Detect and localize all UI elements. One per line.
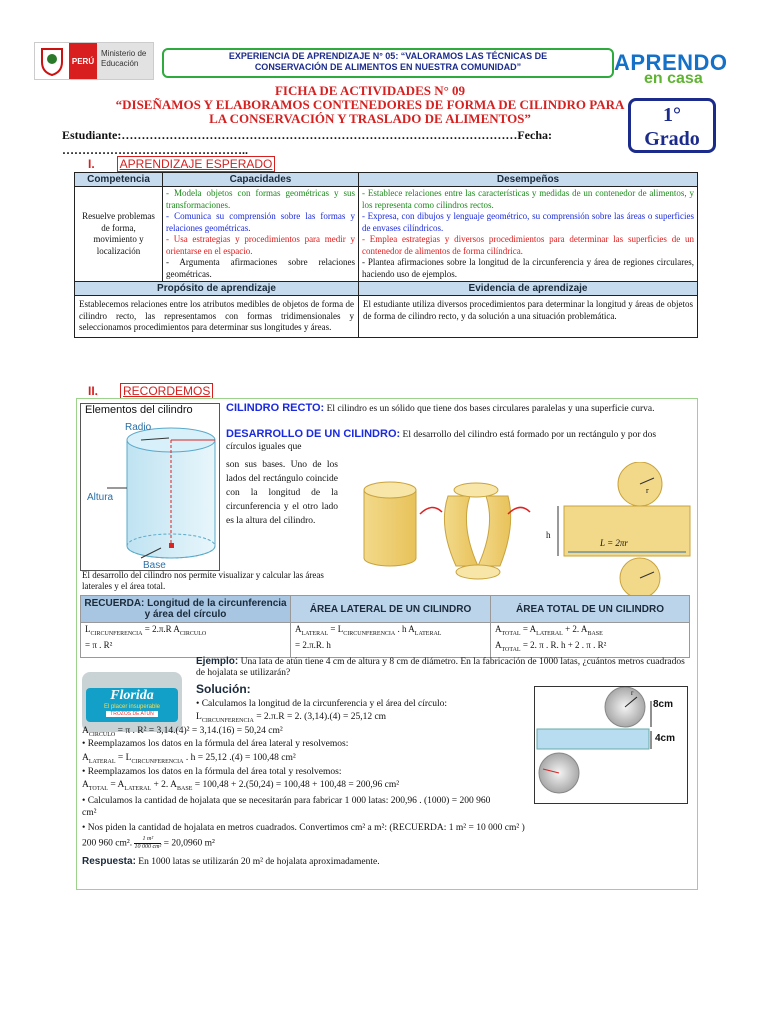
grade-badge: 1° Grado [628,98,716,153]
tuna-can-image: Florida El placer insuperable TROZOS DE ATÚN [82,672,182,732]
formulas-table: RECUERDA: Longitud de la circunferencia y área del círculo ÁREA LATERAL DE UN CILINDRO ÁREA TOTAL DE UN CILINDRO $L_{CIRCUNFERENCIA} = 2.\pi.R$ $A_{CIRCULO}$ = π . R² $A_{LATERAL} = L_{CIRCUNFERENCIA}$ . h $A_{LATERAL}$ = 2.π.R. h $A_{TOTAL} = A_{LATERAL} + 2$. $A_{BASE}$ $A_{TOTAL} = 2$. π . R. h + 2 . π . R² [80,595,690,658]
desarrollo-def: DESARROLLO DE UN CILINDRO: El desarrollo del cilindro está formado por un rectángulo y por dos círculos iguales que [226,428,657,452]
experience-title: EXPERIENCIA DE APRENDIZAJE N° 05: “VALORAMOS LAS TÉCNICAS DE CONSERVACIÓN DE ALIMENTOS EN NUESTRA COMUNIDAD” [162,48,614,78]
conversion: 200 960 cm². $\frac{\text{1 m²}}{\text{10 000 cm²}}$ = 20,0960 m² [82,836,215,850]
cilindro-recto-def: CILINDRO RECTO: El cilindro es un sólido que tiene dos bases circulares paralelas y una superficie curva. [226,402,655,414]
calc-lateral: $A_{LATERAL} = L_{CIRCUNFERENCIA}$ . h = 25,12 .(4) = 100,48 cm² [82,753,296,765]
formula-circle: $L_{CIRCUNFERENCIA} = 2.\pi.R$ $A_{CIRCULO}$ = π . R² [81,623,291,658]
ministry-label: Ministerio de Educación [97,43,153,79]
learning-table: Competencia Capacidades Desempeños Resuelve problemas de forma, movimiento y localización - Modela objetos con formas geométricas y sus transformaciones. - Comunica su comprensión sobre las formas y relaciones geométricas. - Usa estrategias y procedimientos para medir y orientarse en el espacio. - Argumenta afirmaciones sobre relaciones geométricas. - Establece relaciones entre las características y medidas de un contenedor de alimentos, y los representa como cilindros rectos. - Expresa, con dibujos y lenguaje geométrico, su comprensión sobre las áreas o superficies de envases cilíndricos. - Emplea estrategias y diversos procedimientos para determinar las superficies de un contenedor de alimentos de forma cilíndrica. - Plantea afirmaciones sobre la longitud de la circunferencia y área de regiones circulares, haciendo uso de ejemplos. Propósito de aprendizaje Evidencia de aprendizaje Establecemos relaciones entre los atributos medibles de objetos de forma de cilindro recto, las representamos con formas tridimensionales y seleccionamos procedimientos para determinar sus longitudes y áreas. El estudiante utiliza diversos procedimientos para determinar la longitud y áreas de objetos de forma de cilindro recto, y da solución a una situación problemática. [74,172,698,338]
aprendo-en-casa-logo: APRENDO en casa [614,50,728,87]
section-1-title: I. APRENDIZAJE ESPERADO [88,157,275,171]
desarrollo-note: El desarrollo del cilindro nos permite visualizar y calcular las áreas laterales y el área total. [82,570,324,591]
competencia-cell: Resuelve problemas de forma, movimiento y localización [75,187,163,282]
answer: Respuesta: En 1000 latas se utilizarán 20 m² de hojalata aproximadamente. [82,856,380,867]
cylinder-net-figure [358,462,693,596]
student-line: Estudiante:………………………………………………………………………………………Fecha: ……………………………………….. [62,128,552,157]
formula-total: $A_{TOTAL} = A_{LATERAL} + 2$. $A_{BASE}$ $A_{TOTAL} = 2$. π . R. h + 2 . π . R² [491,623,690,658]
minedu-logo [34,42,154,80]
peru-label: PERÚ [69,43,97,79]
desempenos-cell: - Establece relaciones entre las características y medidas de un contenedor de alimentos, y los representa como cilindros rectos. - Expresa, con dibujos y lenguaje geométrico, su comprensión sobre las áreas o superficies de envases cilíndricos. - Emplea estrategias y diversos procedimientos para determinar las superficies de un contenedor de alimentos de forma cilíndrica. - Plantea afirmaciones sobre la longitud de la circunferencia y área de regiones circulares, haciendo uso de ejemplos. [359,187,698,282]
evidencia-cell: El estudiante utiliza diversos procedimientos para determinar la longitud y áreas de objetos de forma de cilindro recto, y da solución a una situación problemática. [359,296,698,338]
proposito-cell: Establecemos relaciones entre los atributos medibles de objetos de forma de cilindro recto, las representamos con formas tridimensionales y seleccionamos procedimientos para determinar sus longitudes y áreas. [75,296,359,338]
can-net-figure: 8cm 4cm r [534,686,688,804]
calc-total: $A_{TOTAL} = A_{LATERAL} + 2$. $A_{BASE} = 100,48 + 2.(50,24) = 100,48 + 100,48 = 200,96$ cm² [82,780,400,792]
cylinder-elements-figure: Elementos del cilindro Radio Altura Base [80,403,220,571]
capacidades-cell: - Modela objetos con formas geométricas y sus transformaciones. - Comunica su comprensión sobre las formas y relaciones geométricas. - Usa estrategias y procedimientos para medir y orientarse en el espacio. - Argumenta afirmaciones sobre relaciones geométricas. [163,187,359,282]
calc-circ: $L_{CIRCUNFERENCIA} = 2.\pi.R = 2$. (3,14).(4) = 25,12 cm [196,712,387,724]
worksheet-title: FICHA DE ACTIVIDADES N° 09 “DISEÑAMOS Y ELABORAMOS CONTENEDORES DE FORMA DE CILINDRO PARA LA CONSERVACIÓN Y TRASLADO DE ALIMENTOS” [115,83,625,126]
coat-of-arms-icon [35,43,69,79]
example-text: Ejemplo: Una lata de atún tiene 4 cm de altura y 8 cm de diámetro. En la fabricación de 1000 latas, ¿cuántos metros cuadrados de hojalata se utilizarán? [196,656,685,678]
formula-lateral: $A_{LATERAL} = L_{CIRCUNFERENCIA}$ . h $A_{LATERAL}$ = 2.π.R. h [291,623,491,658]
desarrollo-def-cont: son sus bases. Uno de los lados del rectángulo coincide con la longitud de la circunferencia y el otro lado es la altura del cilindro. [226,460,338,526]
section-2-title: II. RECORDEMOS [88,384,213,398]
calc-area: $A_{CIRCULO} = \pi$ . R² = 3,14.(4)² = 3,14.(16) = 50,24 cm² [82,726,283,738]
